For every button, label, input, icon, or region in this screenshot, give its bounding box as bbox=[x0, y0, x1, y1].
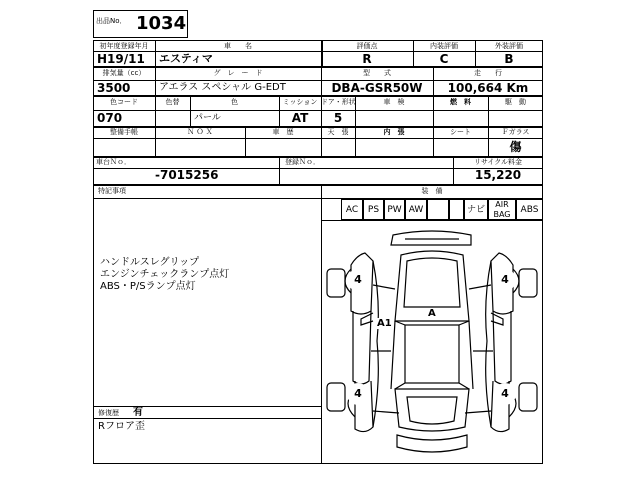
nox-label: Ｎ Ｏ Ｘ bbox=[187, 128, 213, 136]
recycle-value: 15,220 bbox=[474, 168, 522, 182]
color-label: 色 bbox=[231, 98, 238, 106]
reg-no-label: 登録Ｎｏ． bbox=[285, 158, 320, 166]
year-value: H19/11 bbox=[97, 52, 145, 66]
score-value: R bbox=[362, 52, 372, 66]
color-type-label: 色替 bbox=[165, 98, 180, 106]
equip-cell: ナビ bbox=[464, 199, 488, 220]
note-line: ABS・P/Sランプ点灯 bbox=[100, 281, 196, 292]
note-line: エンジンチェックランプ点灯 bbox=[100, 269, 230, 280]
glass-value: 傷 bbox=[509, 140, 522, 154]
model-label: 型 式 bbox=[363, 69, 391, 77]
doors-value: 5 bbox=[333, 111, 343, 125]
mileage-label: 走 行 bbox=[474, 69, 502, 77]
tire-mark-rear-left: 4 bbox=[347, 383, 369, 405]
grade-label: グ レ ー ド bbox=[213, 69, 263, 77]
color-value: パール bbox=[194, 113, 221, 123]
inspection-label: 車 検 bbox=[383, 98, 405, 106]
chassis-label: 車台Ｎｏ． bbox=[96, 158, 131, 166]
manual-label: 整備手帳 bbox=[110, 128, 138, 136]
seat-label: シート bbox=[450, 128, 471, 136]
interior-trim-label: 内 張 bbox=[383, 128, 405, 136]
equip-cell bbox=[427, 199, 449, 220]
interior-value: C bbox=[439, 52, 449, 66]
notes-label: 特記事項 bbox=[98, 187, 126, 195]
lot-number-label: 出品No． bbox=[96, 17, 127, 25]
glass-label: Ｆガラス bbox=[501, 128, 530, 136]
interior-label: 内装評価 bbox=[430, 42, 458, 50]
equip-cell: PW bbox=[384, 199, 405, 220]
equip-cell: AW bbox=[405, 199, 427, 220]
damage-mark-a1: A1 bbox=[377, 318, 392, 329]
repair-note: Rフロア歪 bbox=[98, 421, 145, 432]
recycle-label: リサイクル料金 bbox=[473, 158, 523, 166]
displacement-value: 3500 bbox=[97, 81, 131, 95]
car-damage-diagram bbox=[321, 221, 543, 464]
notes-body bbox=[100, 257, 229, 293]
repair-value: 有 bbox=[133, 407, 143, 418]
repair-label: 修復歴 bbox=[98, 409, 119, 417]
damage-mark-a: A bbox=[428, 308, 436, 319]
color-code-value: 070 bbox=[97, 111, 123, 125]
chassis-value: -7015256 bbox=[155, 168, 219, 182]
note-line: ハンドルスレグリップ bbox=[100, 257, 200, 268]
drive-label: 駆 動 bbox=[505, 98, 526, 106]
equip-cell: PS bbox=[363, 199, 384, 220]
mileage-value: 100,664 Km bbox=[447, 81, 529, 95]
grade-value: アエラス スペシャル G-EDT bbox=[159, 82, 286, 93]
fuel-label: 燃 料 bbox=[450, 98, 471, 106]
tire-mark-front-right: 4 bbox=[494, 269, 516, 291]
equipment-label: 装 備 bbox=[421, 187, 443, 195]
score-label: 評価点 bbox=[356, 42, 378, 50]
tire-mark-rear-right: 4 bbox=[494, 383, 516, 405]
model-value: DBA-GSR50W bbox=[331, 81, 423, 95]
history-label: 車 歴 bbox=[272, 128, 294, 136]
exterior-label: 外装評価 bbox=[495, 42, 523, 50]
equip-cell: AC bbox=[341, 199, 363, 220]
displacement-label: 排気量（cc） bbox=[102, 69, 146, 77]
equip-cell: AIR BAG bbox=[488, 199, 516, 220]
year-label: 初年度登録年月 bbox=[99, 42, 149, 50]
mission-value: AT bbox=[291, 111, 309, 125]
tire-mark-front-left: 4 bbox=[347, 269, 369, 291]
car-name-label: 車 名 bbox=[224, 42, 252, 50]
mission-label: ミッション bbox=[282, 98, 318, 106]
equip-cell: ABS bbox=[516, 199, 543, 220]
car-name-value: エスティマ bbox=[159, 52, 213, 65]
doors-label: ドア・形状 bbox=[321, 98, 356, 106]
equip-cell bbox=[449, 199, 464, 220]
sunroof-label: 天 張 bbox=[327, 128, 349, 136]
color-code-label: 色コード bbox=[110, 98, 138, 106]
exterior-value: B bbox=[504, 52, 514, 66]
lot-number: 1034 bbox=[136, 13, 187, 34]
